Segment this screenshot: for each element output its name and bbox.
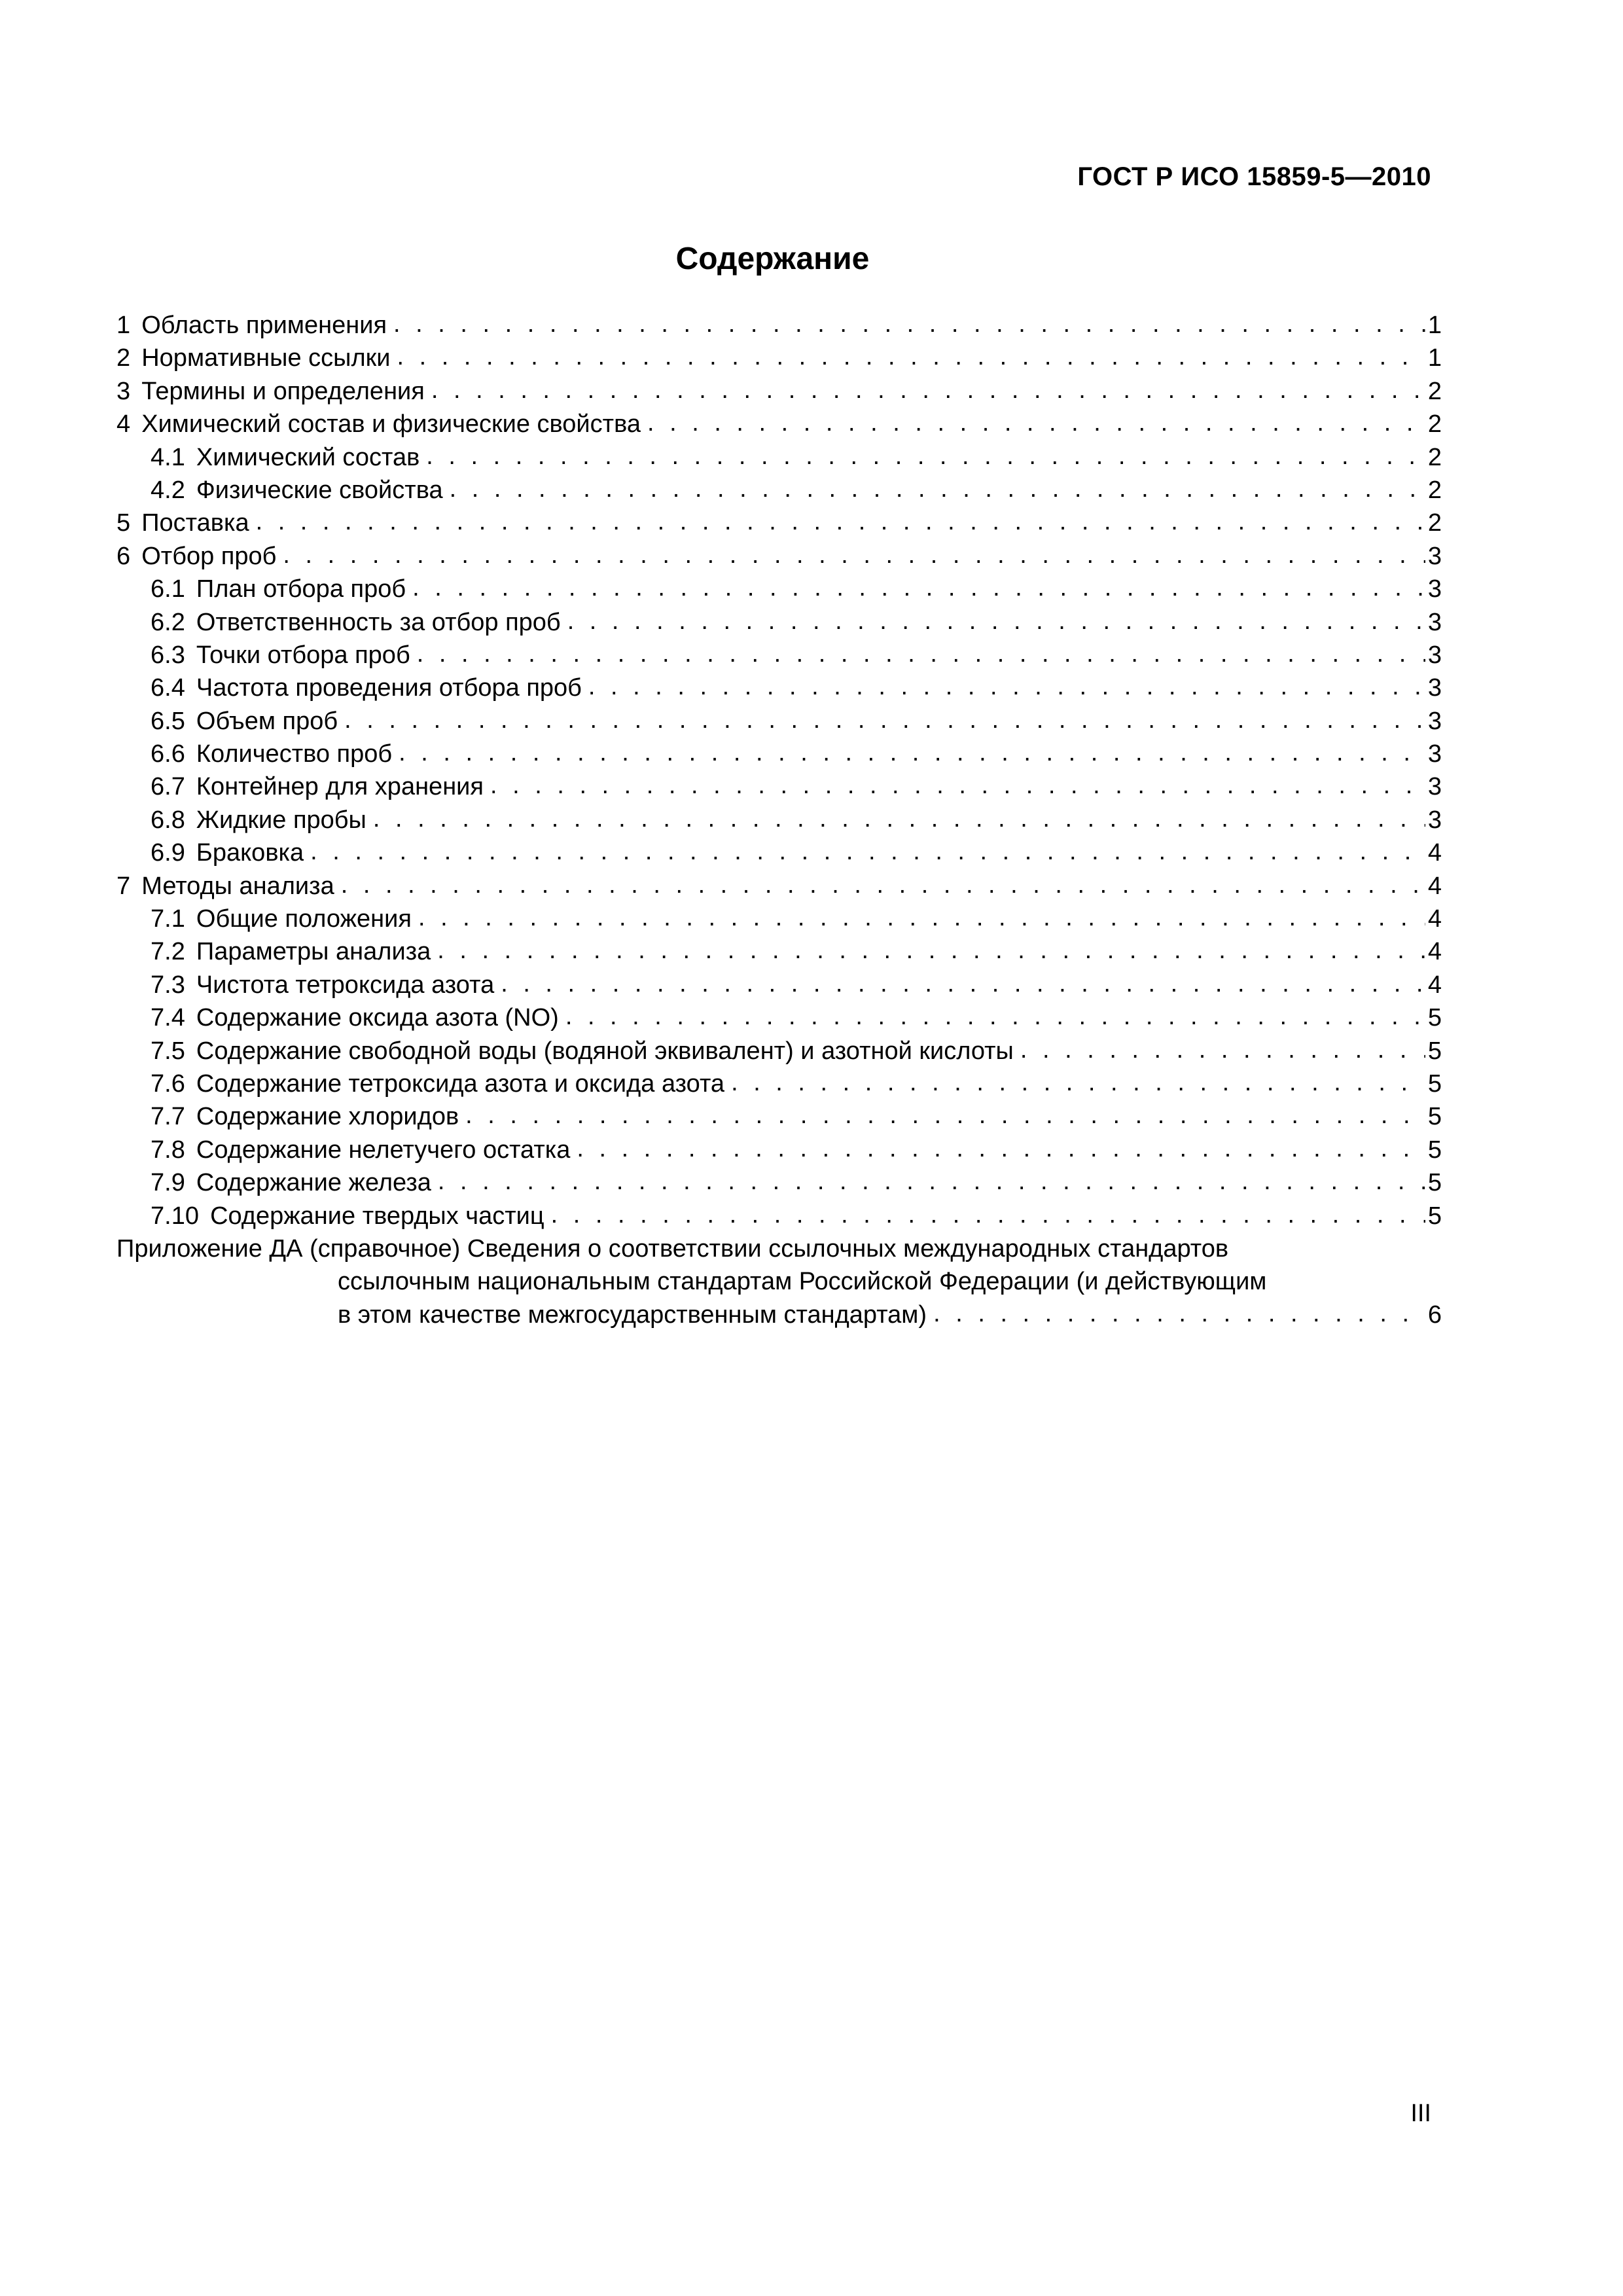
toc-dot-leader	[465, 1099, 1425, 1132]
toc-dot-leader	[418, 901, 1425, 934]
table-of-contents	[116, 309, 1442, 1331]
toc-dot-leader	[397, 340, 1425, 373]
toc-subentry[interactable]	[116, 606, 1442, 639]
toc-entry-number: 6	[116, 542, 131, 570]
toc-entry-title: Методы анализа	[141, 872, 334, 900]
toc-entry-title: Отбор проб	[141, 542, 277, 570]
toc-entry-title: Содержание железа	[196, 1169, 431, 1197]
toc-entry-page: 5	[1427, 1037, 1442, 1065]
toc-entry-number: 4.1	[151, 443, 185, 471]
toc-dot-leader	[933, 1297, 1425, 1330]
appendix-line-2: ссылочным национальным стандартам Российской Федерации (и действующим	[338, 1268, 1267, 1296]
toc-entry-page: 3	[1427, 608, 1442, 636]
toc-entry-title: Содержание хлоридов	[196, 1103, 459, 1131]
toc-entry[interactable]	[116, 870, 1442, 903]
toc-entry-title: План отбора проб	[196, 575, 406, 603]
toc-entry-title: Химический состав и физические свойства	[141, 410, 641, 439]
toc-entry[interactable]	[116, 375, 1442, 408]
toc-dot-leader	[1020, 1033, 1425, 1066]
toc-subentry[interactable]	[116, 573, 1442, 605]
toc-subentry[interactable]	[116, 639, 1442, 672]
toc-entry-page: 5	[1427, 1202, 1442, 1230]
toc-entry-page: 4	[1427, 971, 1442, 999]
toc-subentry[interactable]	[116, 705, 1442, 738]
toc-entry-title: Точки отбора проб	[196, 641, 410, 669]
toc-entry-page: 3	[1427, 542, 1442, 570]
toc-entry-number: 7.3	[151, 971, 185, 999]
toc-entry-number: 4	[116, 410, 131, 439]
toc-entry-number: 6.5	[151, 707, 185, 735]
toc-entry-title: Физические свойства	[196, 476, 443, 504]
toc-entry-title: Контейнер для хранения	[196, 773, 484, 801]
toc-dot-leader	[490, 769, 1425, 802]
toc-entry-page: 5	[1427, 1004, 1442, 1032]
toc-entry-title: Поставка	[141, 509, 249, 537]
toc-subentry[interactable]	[116, 1134, 1442, 1166]
toc-entry-number: 7.5	[151, 1037, 185, 1065]
toc-entry-title: Содержание нелетучего остатка	[196, 1136, 571, 1164]
toc-subentry[interactable]	[116, 474, 1442, 507]
toc-entry[interactable]	[116, 408, 1442, 440]
toc-entry-page: 4	[1427, 872, 1442, 900]
toc-entry-page: 3	[1427, 674, 1442, 702]
toc-dot-leader	[344, 704, 1425, 736]
toc-entry-number: 7.6	[151, 1069, 185, 1098]
toc-entry-number: 6.9	[151, 839, 185, 867]
toc-entry-title: Браковка	[196, 839, 304, 867]
toc-subentry[interactable]	[116, 836, 1442, 869]
toc-entry-number: 7.9	[151, 1169, 185, 1197]
toc-entry-page: 5	[1427, 1069, 1442, 1098]
toc-subentry[interactable]	[116, 770, 1442, 803]
toc-dot-leader	[417, 637, 1425, 670]
toc-subentry[interactable]	[116, 969, 1442, 1001]
toc-entry-number: 6.3	[151, 641, 185, 669]
toc-dot-leader	[341, 869, 1425, 901]
toc-entry-number: 6.1	[151, 575, 185, 603]
toc-dot-leader	[567, 605, 1425, 637]
toc-entry-page: 3	[1427, 575, 1442, 603]
toc-dot-leader	[393, 308, 1425, 340]
toc-entry-title: Параметры анализа	[196, 938, 431, 966]
toc-entry-page: 2	[1427, 377, 1442, 405]
toc-dot-leader	[426, 440, 1425, 473]
toc-entry-number: 7.2	[151, 938, 185, 966]
toc-dot-leader	[310, 835, 1425, 868]
toc-entry-title: Содержание твердых частиц	[210, 1202, 544, 1230]
toc-dot-leader	[283, 539, 1425, 571]
toc-dot-leader	[501, 967, 1425, 1000]
toc-entry-page: 2	[1427, 476, 1442, 504]
toc-entry-number: 7.1	[151, 905, 185, 933]
toc-entry[interactable]	[116, 540, 1442, 573]
toc-entry-page: 4	[1427, 905, 1442, 933]
appendix-line-3: в этом качестве межгосударственным стандартам)	[338, 1300, 927, 1329]
toc-entry-page: 5	[1427, 1103, 1442, 1131]
toc-entry-page: 3	[1427, 641, 1442, 669]
toc-subentry[interactable]	[116, 672, 1442, 704]
toc-entry-page: 2	[1427, 443, 1442, 471]
toc-entry-page: 2	[1427, 410, 1442, 439]
toc-entry-title: Термины и определения	[141, 377, 425, 405]
toc-dot-leader	[588, 670, 1425, 703]
toc-entry-page: 1	[1427, 344, 1442, 372]
toc-subentry[interactable]	[116, 903, 1442, 935]
toc-subentry[interactable]	[116, 1166, 1442, 1199]
toc-entry-title: Чистота тетроксида азота	[196, 971, 495, 999]
toc-entry-title: Объем проб	[196, 707, 338, 735]
toc-appendix-entry[interactable]	[116, 1232, 1442, 1331]
toc-entry-page: 2	[1427, 509, 1442, 537]
toc-entry-page: 5	[1427, 1136, 1442, 1164]
toc-dot-leader	[551, 1198, 1425, 1231]
toc-entry-title: Количество проб	[196, 740, 393, 768]
toc-entry[interactable]	[116, 507, 1442, 539]
toc-entry-number: 6.8	[151, 806, 185, 834]
toc-entry-number: 7.4	[151, 1004, 185, 1032]
toc-entry-title: Область применения	[141, 312, 387, 339]
toc-dot-leader	[577, 1132, 1425, 1165]
toc-entry-number: 3	[116, 377, 131, 405]
toc-subentry[interactable]	[116, 1001, 1442, 1034]
toc-dot-leader	[437, 934, 1425, 967]
toc-entry-title: Частота проведения отбора проб	[196, 674, 582, 702]
toc-entry-number: 6.6	[151, 740, 185, 768]
toc-dot-leader	[412, 571, 1425, 604]
toc-entry-number: 4.2	[151, 476, 185, 504]
toc-dot-leader	[565, 1000, 1425, 1033]
toc-entry-page: 3	[1427, 806, 1442, 834]
toc-title: Содержание	[675, 242, 870, 276]
toc-entry-number: 6.4	[151, 674, 185, 702]
toc-entry-number: 7	[116, 872, 131, 900]
toc-subentry[interactable]	[116, 441, 1442, 474]
toc-entry-page: 3	[1427, 707, 1442, 735]
toc-entry[interactable]	[116, 342, 1442, 374]
toc-entry-title: Ответственность за отбор проб	[196, 608, 561, 636]
toc-entry-title: Содержание свободной воды (водяной эквивалент) и азотной кислоты	[196, 1037, 1014, 1065]
toc-dot-leader	[438, 1165, 1425, 1198]
toc-subentry[interactable]	[116, 804, 1442, 836]
toc-entry-title: Химический состав	[196, 443, 420, 471]
toc-dot-leader	[450, 473, 1425, 505]
toc-entry-page: 6	[1427, 1300, 1442, 1329]
toc-entry-title: Жидкие пробы	[196, 806, 366, 834]
toc-entry-number: 2	[116, 344, 131, 372]
toc-entry-number: 6.2	[151, 608, 185, 636]
toc-entry-page: 4	[1427, 839, 1442, 867]
toc-subentry[interactable]	[116, 1067, 1442, 1100]
toc-entry-page: 4	[1427, 938, 1442, 966]
toc-entry-title: Общие положения	[196, 905, 412, 933]
toc-subentry[interactable]	[116, 1035, 1442, 1067]
appendix-last-line	[116, 1299, 1442, 1331]
toc-entry-title: Содержание оксида азота (NO)	[196, 1004, 559, 1032]
toc-entry-page: 5	[1427, 1169, 1442, 1197]
toc-entry-page: 3	[1427, 773, 1442, 801]
appendix-line-1: Приложение ДА (справочное) Сведения о соответствии ссылочных международных стандартов	[116, 1234, 1229, 1263]
document-code: ГОСТ Р ИСО 15859-5—2010	[1077, 162, 1431, 191]
toc-dot-leader	[647, 406, 1425, 439]
toc-entry-number: 7.10	[151, 1202, 199, 1230]
toc-subentry[interactable]	[116, 935, 1442, 968]
toc-subentry[interactable]	[116, 1200, 1442, 1232]
toc-entry-number: 6.7	[151, 773, 185, 801]
toc-subentry[interactable]	[116, 1100, 1442, 1133]
toc-entry-title: Содержание тетроксида азота и оксида азота	[196, 1069, 725, 1098]
toc-dot-leader	[431, 374, 1425, 406]
toc-entry-page: 3	[1427, 740, 1442, 768]
page-number: III	[1410, 2100, 1431, 2127]
toc-entry-title: Нормативные ссылки	[141, 344, 391, 372]
toc-dot-leader	[256, 505, 1425, 538]
toc-entry-number: 7.8	[151, 1136, 185, 1164]
toc-dot-leader	[373, 802, 1425, 835]
toc-entry[interactable]	[116, 309, 1442, 342]
toc-entry-number: 7.7	[151, 1103, 185, 1131]
toc-subentry[interactable]	[116, 738, 1442, 770]
toc-entry-page: 1	[1427, 312, 1442, 339]
toc-dot-leader	[731, 1066, 1425, 1099]
toc-entry-number: 1	[116, 312, 131, 339]
toc-dot-leader	[399, 736, 1425, 769]
toc-entry-number: 5	[116, 509, 131, 537]
